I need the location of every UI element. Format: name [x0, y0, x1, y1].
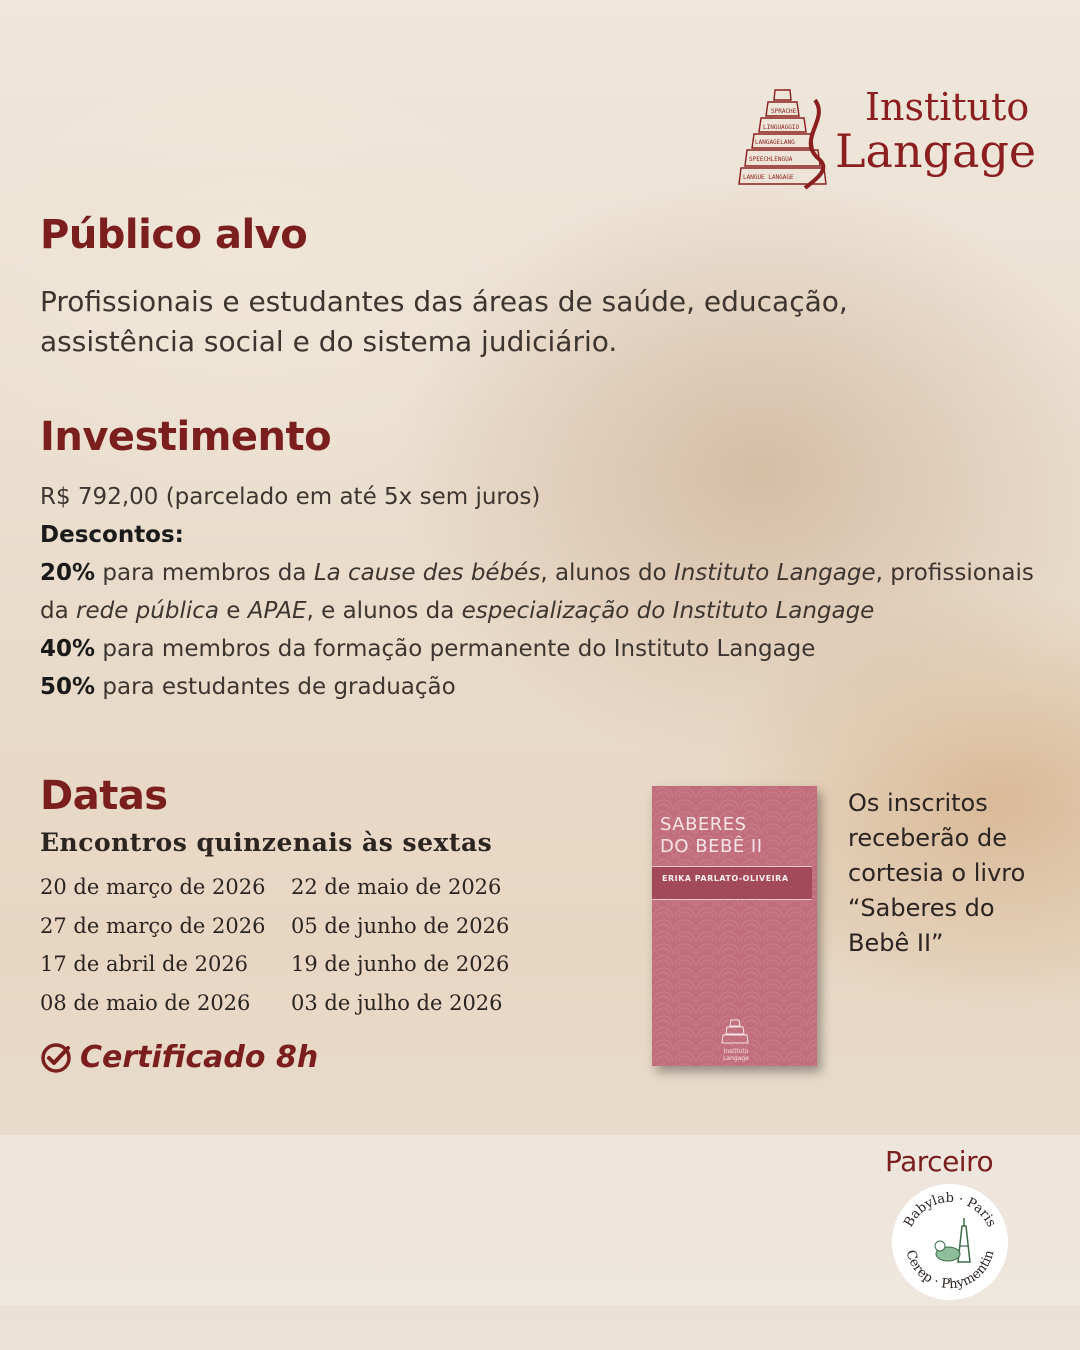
date-item: 22 de maio de 2026 [291, 875, 502, 899]
book-imprint: Instituto Langage [723, 1048, 749, 1062]
discount-20-italic-2: Instituto Langage [673, 560, 876, 586]
discount-50-pct: 50% [40, 674, 96, 700]
logo-line-2: Langage [835, 124, 1037, 178]
discount-20-text-5: , e alunos da [306, 598, 462, 624]
discount-40-text: para membros da formação permanente do Instituto Langage [95, 636, 816, 662]
date-item: 17 de abril de 2026 [40, 952, 249, 976]
dates-column-1 [40, 868, 300, 1022]
datas-subtitle: Encontros quinzenais às sextas [40, 828, 493, 857]
discount-20-text-4: e [218, 598, 248, 624]
book-author-band [652, 866, 812, 900]
date-item: 27 de março de 2026 [40, 913, 266, 938]
discount-20 [40, 554, 1050, 630]
discount-40 [40, 630, 1050, 668]
publico-title: Público alvo [40, 212, 308, 258]
price-line: R$ 792,00 (parcelado em até 5x sem juros) [40, 484, 541, 510]
certificado [40, 1040, 318, 1075]
book-title [660, 814, 763, 858]
datas-title: Datas [40, 773, 168, 819]
book-title-line-1: SABERES [660, 814, 747, 835]
discount-50-text: para estudantes de graduação [95, 674, 456, 700]
date-item: 08 de maio de 2026 [40, 990, 251, 1015]
discount-20-text-2: , alunos do [540, 560, 674, 586]
discount-20-text-3: , profissionais da [40, 560, 1034, 624]
certificado-text: Certificado 8h [80, 1040, 319, 1075]
tower-of-babel-icon [735, 80, 830, 190]
discount-50 [40, 668, 1050, 706]
book-title-line-2: DO BEBÊ II [660, 836, 763, 857]
svg-text:SPEECHLENGUA: SPEECHLENGUA [749, 156, 793, 163]
seal-bottom-text: Cerep · Phymentin [902, 1248, 998, 1293]
discount-20-italic-5: especialização do Instituto Langage [461, 598, 875, 624]
logo-wordmark [835, 85, 1037, 178]
check-circle-icon [40, 1042, 72, 1074]
svg-text:SPRACHE: SPRACHE [771, 108, 797, 115]
investimento-title: Investimento [40, 414, 332, 460]
date-item: 05 de junho de 2026 [291, 913, 510, 938]
logo-line-1: Instituto [865, 85, 1030, 129]
babylab-partner-logo [890, 1182, 1010, 1302]
svg-text:LINGUAGGIO: LINGUAGGIO [763, 124, 800, 131]
dates-column-2 [291, 868, 551, 1022]
date-item: 03 de julho de 2026 [291, 990, 503, 1015]
date-item: 20 de março de 2026 [40, 875, 266, 899]
svg-text:LANGAGELANG: LANGAGELANG [755, 139, 795, 146]
descontos-label: Descontos: [40, 522, 184, 548]
discount-40-pct: 40% [40, 636, 96, 662]
discount-20-pct: 20% [40, 560, 96, 586]
instituto-langage-logo [735, 80, 1045, 195]
book-cover [652, 786, 817, 1066]
parceiro-label: Parceiro [885, 1145, 994, 1178]
discount-20-italic-3: rede pública [76, 598, 219, 624]
investimento-details [40, 478, 1050, 706]
publico-text: Profissionais e estudantes das áreas de saúde, educação, assistência social e do sistema judiciário. [40, 285, 848, 358]
date-item: 19 de junho de 2026 [291, 952, 510, 976]
discount-20-italic-4: APAE [247, 598, 307, 624]
book-author: ERIKA PARLATO-OLIVEIRA [662, 874, 789, 883]
svg-text:LANGUE LANGAGE: LANGUE LANGAGE [743, 174, 794, 181]
discount-20-text-1: para membros da [95, 560, 314, 586]
book-courtesy-note: Os inscritos receberão de cortesia o livro “Saberes do Bebê II” [848, 789, 1026, 957]
discount-20-italic-1: La cause des bébés [313, 560, 541, 586]
seal-top-text: Babylab · Paris [901, 1190, 999, 1230]
